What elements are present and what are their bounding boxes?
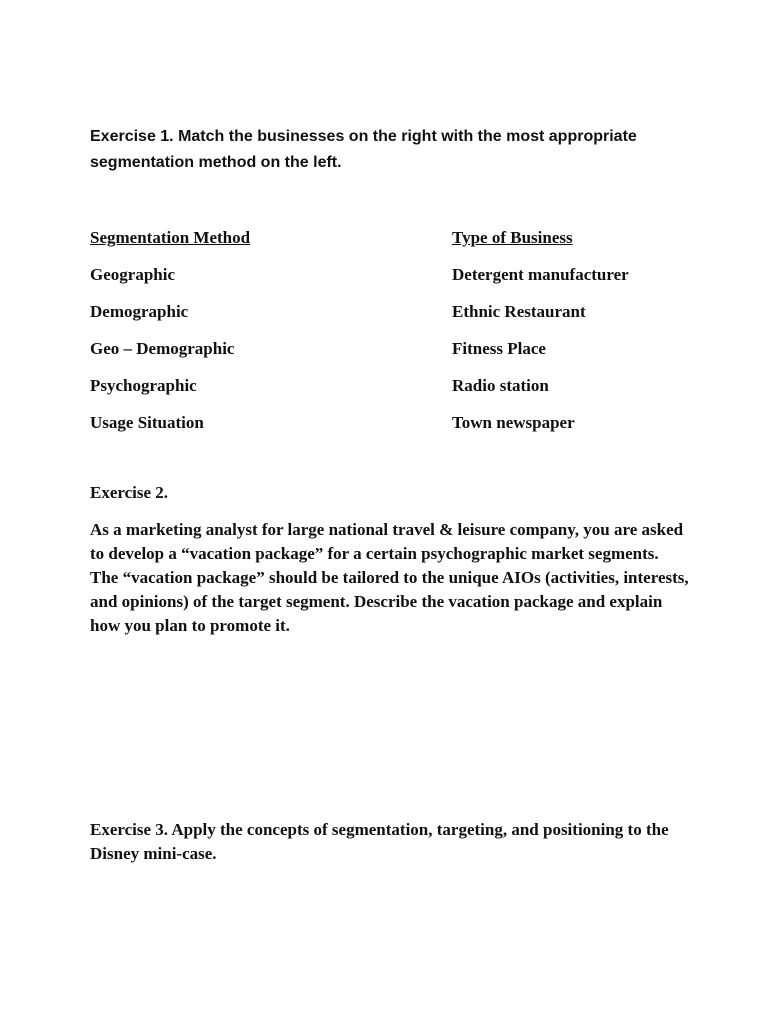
- business-type-item: Detergent manufacturer: [452, 265, 629, 284]
- segmentation-method-column: [90, 226, 250, 448]
- type-of-business-header: Type of Business: [452, 228, 573, 247]
- segmentation-method-item: Geographic: [90, 265, 175, 284]
- type-of-business-column: [452, 226, 629, 448]
- segmentation-method-item: Psychographic: [90, 376, 197, 395]
- segmentation-method-item: Geo – Demographic: [90, 339, 235, 358]
- segmentation-method-item: Demographic: [90, 302, 189, 321]
- business-type-item: Ethnic Restaurant: [452, 302, 586, 321]
- exercise-2-body: As a marketing analyst for large national travel & leisure company, you are asked to develop a “vacation package” for a certain psychographic market segments. The “vacation package” should be tailored to the unique AIOs (activities, interests, and opinions) of the target segment. Describe the vacation package and explain how you plan to promote it.: [90, 520, 689, 635]
- business-type-item: Fitness Place: [452, 339, 546, 358]
- exercise-1-instruction: Exercise 1. Match the businesses on the right with the most appropriate segmentation method on the left.: [90, 128, 637, 171]
- segmentation-method-header: Segmentation Method: [90, 228, 251, 247]
- segmentation-method-item: Usage Situation: [90, 413, 204, 432]
- business-type-item: Town newspaper: [452, 413, 575, 432]
- exercise-2-title: Exercise 2.: [90, 483, 169, 502]
- business-type-item: Radio station: [452, 376, 549, 395]
- exercise-3-text: Exercise 3. Apply the concepts of segmentation, targeting, and positioning to the Disney mini-case.: [90, 820, 669, 863]
